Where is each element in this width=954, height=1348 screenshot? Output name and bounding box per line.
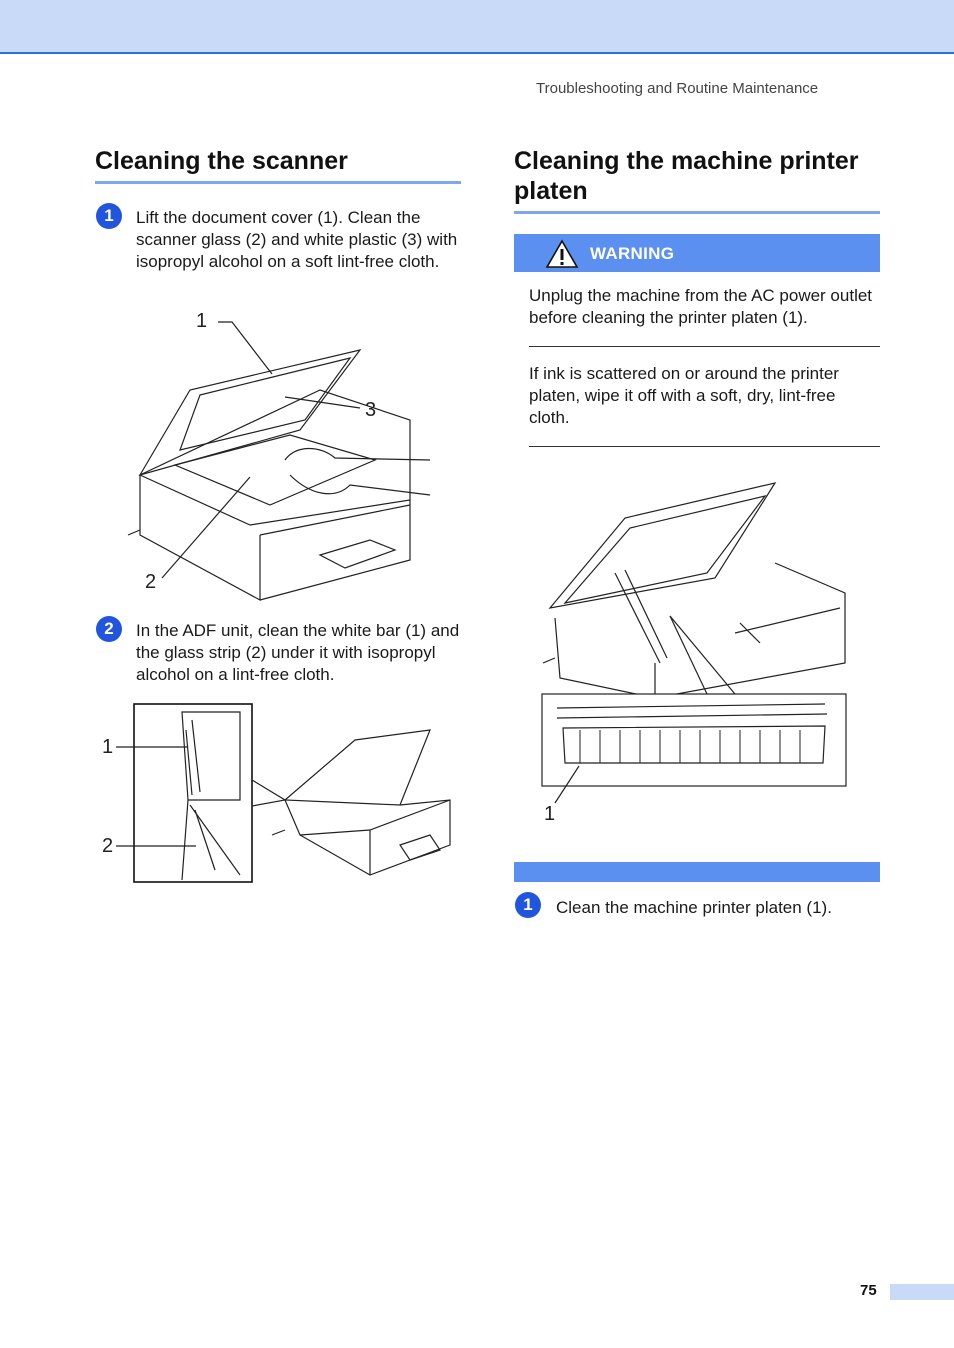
step-number-badge: 2 <box>96 616 122 642</box>
step-2-text: In the ADF unit, clean the white bar (1) and the glass strip (2) under it with isopropyl alcohol on a lint-free cloth. <box>136 621 460 684</box>
step-number-badge: 1 <box>515 892 541 918</box>
title-underline <box>95 181 461 184</box>
warning-triangle-icon <box>545 239 579 269</box>
warning-text-unplug: Unplug the machine from the AC power outlet before cleaning the printer platen (1). <box>529 286 873 327</box>
step-number-badge: 1 <box>96 203 122 229</box>
title-underline <box>514 211 880 214</box>
callout-2: 2 <box>102 835 114 857</box>
page-number: 75 <box>860 1282 877 1299</box>
section-title-cleaning-scanner: Cleaning the scanner <box>95 147 348 175</box>
procedure-bar <box>514 862 880 882</box>
page-tab <box>890 1284 954 1300</box>
warning-label: WARNING <box>590 244 675 263</box>
section-title-cleaning-platen: Cleaning the machine printer platen <box>514 147 859 205</box>
running-header: Troubleshooting and Routine Maintenance <box>536 80 819 97</box>
callout-1: 1 <box>102 736 114 758</box>
top-banner <box>0 0 954 54</box>
scanner-cleaning-illustration <box>120 300 440 605</box>
warning-text-ink: If ink is scattered on or around the printer platen, wipe it off with a soft, dry, lint-free cloth. <box>529 364 839 427</box>
callout-3: 3 <box>365 399 377 421</box>
callout-1: 1 <box>196 310 208 332</box>
adf-cleaning-illustration <box>100 700 460 890</box>
callout-1: 1 <box>544 803 556 825</box>
step-1-text: Lift the document cover (1). Clean the scanner glass (2) and white plastic (3) with isopropyl alcohol on a soft lint-free cloth. <box>136 208 458 271</box>
callout-2: 2 <box>145 571 157 593</box>
step-1-text: Clean the machine printer platen (1). <box>556 898 832 917</box>
divider <box>529 446 880 447</box>
printer-platen-illustration <box>535 478 855 828</box>
divider <box>529 346 880 347</box>
